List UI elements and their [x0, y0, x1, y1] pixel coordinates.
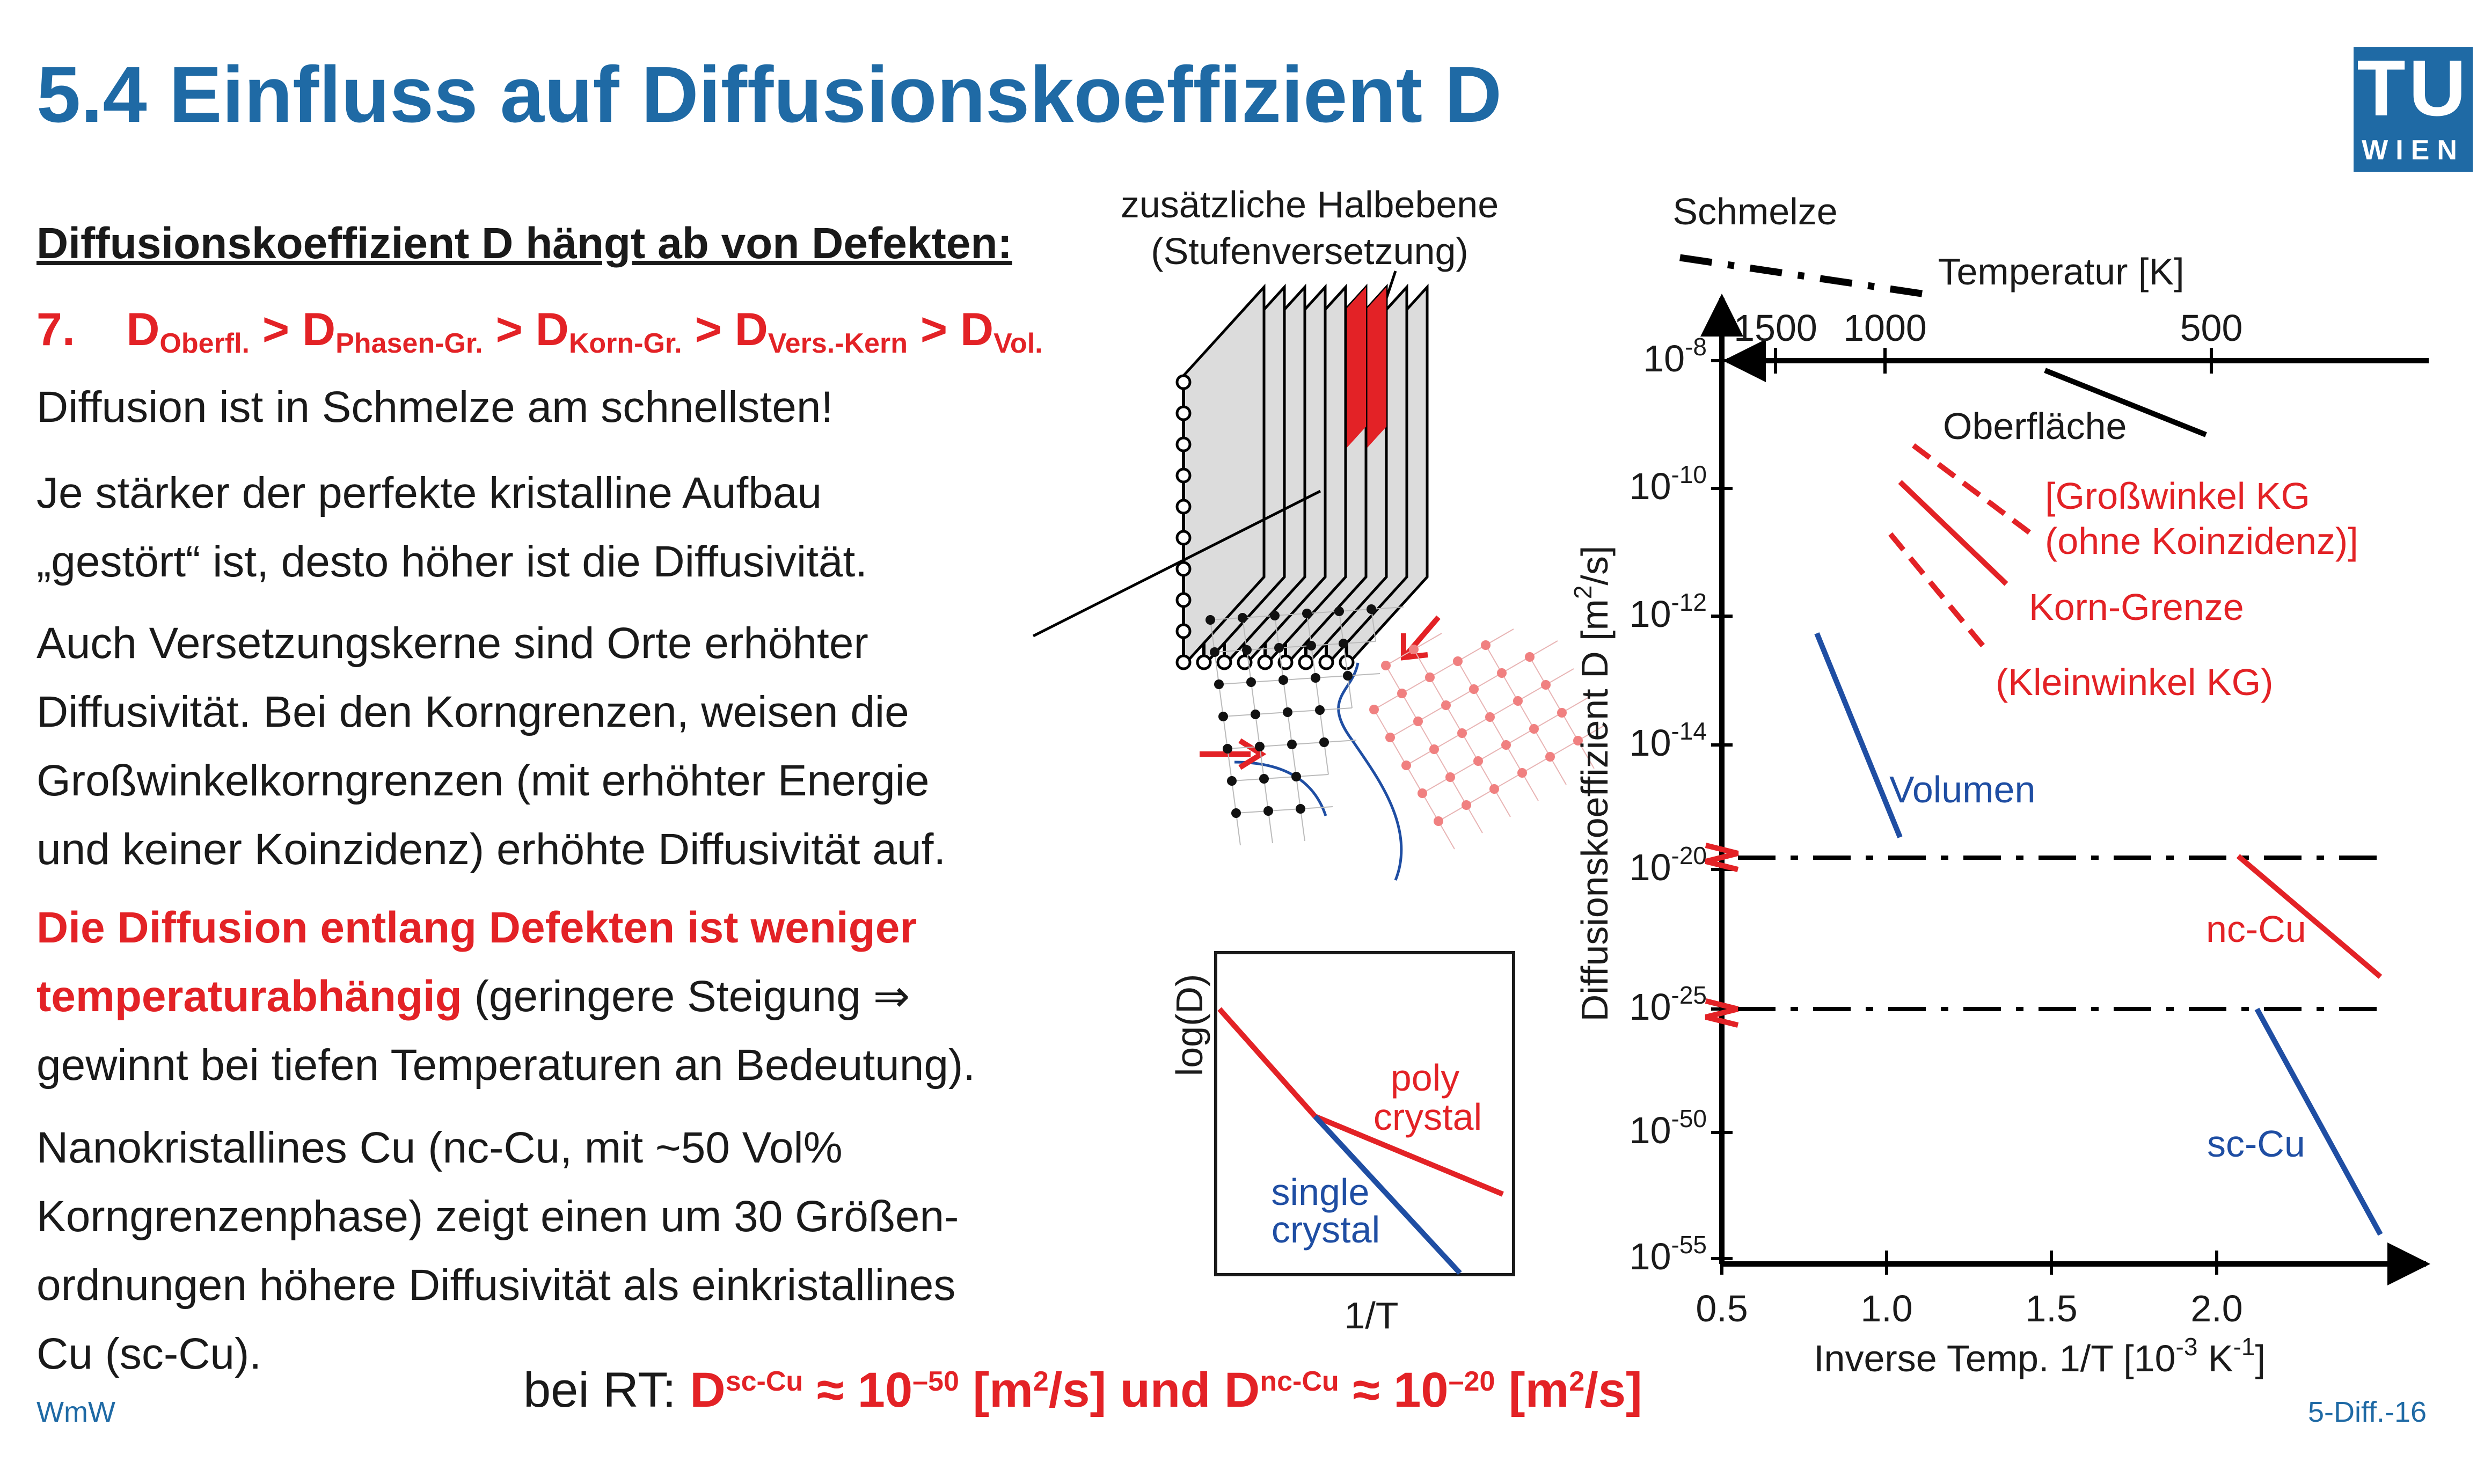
atom-grain-b: [1485, 712, 1495, 722]
lattice-bond: [1324, 742, 1328, 774]
atom-grain-b: [1445, 772, 1455, 782]
ranking-d-dislocation: $D_{Vers.-Kern}$: [734, 304, 908, 359]
x-tick-1-0: 1.0: [1860, 1288, 1913, 1329]
axis-break-2: [1706, 1001, 1738, 1025]
paragraph-nanocrystalline: Nanokristallines Cu (nc-Cu, mit ~50 Vol% Korngrenzenphase) zeigt einen um 30 Größen- ordnungen höhere Diffusivität als einkristallines Cu (sc-Cu).: [36, 1123, 959, 1378]
lattice-bond: [1288, 710, 1320, 712]
atom-grain-a: [1334, 606, 1344, 616]
atom-grain-b: [1457, 728, 1467, 738]
melt-line: [1680, 258, 1932, 295]
lattice-bond: [1283, 680, 1288, 712]
lattice-bond: [1236, 813, 1240, 845]
atom-grain-a: [1311, 673, 1320, 683]
lattice-bond: [1518, 701, 1534, 729]
crystal-planes: [1177, 287, 1427, 669]
lattice-bond: [1288, 712, 1292, 744]
atom: [1197, 656, 1210, 669]
atom-grain-b: [1525, 652, 1535, 662]
label-grain-boundary: Korn-Grenze: [2029, 586, 2244, 628]
lattice-bond: [1418, 705, 1446, 721]
lattice-bond: [1494, 773, 1522, 789]
atom-grain-a: [1238, 613, 1247, 623]
atom-grain-a: [1246, 677, 1256, 687]
lattice-bond: [1422, 793, 1438, 821]
label-volume: Volumen: [1889, 769, 2036, 810]
atom-grain-a: [1242, 645, 1252, 655]
y-tick-label: $10^{-8}$: [1643, 333, 1707, 379]
lattice-bond: [1546, 669, 1574, 685]
atom-grain-b: [1481, 640, 1491, 650]
paragraph-melt: Diffusion ist in Schmelze am schnellsten!: [36, 383, 834, 432]
lattice-bond: [1219, 682, 1251, 684]
label-surface: Oberfläche: [1943, 405, 2127, 447]
ranking-number: 7.: [36, 304, 75, 355]
lattice-bond: [1296, 774, 1328, 777]
atom-grain-b: [1409, 645, 1419, 654]
atom: [1177, 625, 1190, 638]
atom-grain-a: [1296, 804, 1305, 814]
lattice-bond: [1446, 705, 1462, 733]
atom-grain-b: [1429, 744, 1439, 754]
atom-grain-b: [1434, 816, 1443, 826]
x-tick-0-5: 0.5: [1696, 1288, 1748, 1329]
lattice-bond: [1268, 809, 1301, 811]
lattice-bond: [1518, 685, 1546, 701]
atom-grain-a: [1315, 705, 1325, 715]
atom-grain-a: [1367, 604, 1376, 614]
atom-grain-b: [1473, 756, 1483, 766]
atom: [1177, 469, 1190, 482]
footer-left: WmW: [36, 1396, 115, 1428]
lattice-bond: [1374, 710, 1390, 737]
lattice-bond: [1462, 717, 1490, 733]
lattice-bond: [1320, 708, 1352, 710]
lattice-bond: [1292, 742, 1324, 744]
atom-grain-b: [1385, 733, 1395, 742]
lattice-bond: [1438, 805, 1466, 821]
y-tick-label: $10^{-12}$: [1629, 588, 1707, 635]
y-axis-label: Diffusionskoeffizient D $[m^2/s]$: [1569, 545, 1616, 1022]
lattice-bond: [1430, 677, 1446, 705]
lattice-bond: [1434, 749, 1450, 777]
lattice-bond: [1490, 701, 1518, 717]
atom-grain-b: [1413, 717, 1423, 726]
atom-grain-b: [1425, 672, 1435, 682]
lattice-bond: [1296, 777, 1301, 809]
axis-break-1: [1706, 845, 1738, 869]
top-tick-1000: 1000: [1843, 307, 1927, 349]
lattice-bond: [1490, 717, 1506, 745]
lattice-bond: [1264, 777, 1296, 779]
lattice-bond: [1260, 744, 1292, 747]
label-high-angle-gb-2: (ohne Koinzidenz)]: [2045, 520, 2358, 562]
lattice-bond: [1251, 682, 1255, 714]
atom: [1177, 500, 1190, 513]
atom: [1299, 656, 1312, 669]
lattice-bond: [1450, 761, 1478, 777]
arrhenius-chart: [1569, 191, 2429, 1379]
lattice-bond: [1434, 733, 1462, 749]
ranking-d-surface: $D_{Oberfl.}$: [126, 304, 250, 359]
atom-grain-a: [1259, 774, 1269, 784]
atom-grain-b: [1529, 724, 1539, 734]
lattice-bond: [1458, 661, 1474, 689]
x-tick-2-0: 2.0: [2190, 1288, 2243, 1329]
atom-grain-a: [1270, 611, 1280, 620]
y-tick-label: $10^{-50}$: [1629, 1105, 1707, 1151]
lattice-bond: [1255, 714, 1260, 747]
paragraph-disorder: Je stärker der perfekte kristalline Aufbau „gestört“ ist, desto höher ist die Diffusivität.: [36, 469, 868, 586]
atom: [1177, 531, 1190, 544]
page-number: 5-Diff.-16: [2308, 1396, 2427, 1428]
atom: [1218, 656, 1231, 669]
lattice-bond: [1422, 777, 1450, 793]
lattice-bond: [1402, 677, 1430, 693]
atom: [1177, 407, 1190, 420]
atom-grain-b: [1418, 788, 1427, 798]
top-tick-500: 500: [2180, 307, 2243, 349]
poly-label-1: poly: [1390, 1057, 1460, 1099]
paragraph-temperature: Die Diffusion entlang Defekten ist weniger temperaturabhängig (geringere Steigung ⇒ gewinnt bei tiefen Temperaturen an Bedeutung).: [36, 903, 976, 1090]
lattice-bond: [1494, 789, 1510, 817]
lattice-bond: [1438, 821, 1455, 849]
paragraph-dislocations: Auch Versetzungskerne sind Orte erhöhter Diffusivität. Bei den Korngrenzen, weisen die Großwinkelkorngrenzen (mit erhöhter Energie und keiner Koinzidenz) erhöhte Diffusivität auf.: [36, 619, 946, 874]
atom: [1177, 438, 1190, 451]
x-axis-label: Inverse Temp. 1/T [$10^{-3}$ $K^{-1}$]: [1814, 1333, 2266, 1379]
y-tick-label: $10^{-55}$: [1629, 1231, 1707, 1277]
lattice-bond: [1534, 729, 1550, 757]
lattice-bond: [1223, 714, 1255, 717]
atom-grain-a: [1274, 643, 1284, 653]
y-tick-label: $10^{-14}$: [1629, 717, 1707, 764]
atom-grain-b: [1497, 668, 1507, 678]
lattice-bond: [1264, 779, 1268, 811]
label-nc-cu: nc-Cu: [2206, 908, 2306, 950]
lattice-bond: [1546, 685, 1562, 713]
lattice-bond: [1316, 678, 1320, 710]
lattice-bond: [1430, 661, 1458, 677]
atom-grain-a: [1306, 641, 1316, 650]
lattice-bond: [1418, 721, 1434, 749]
atom: [1177, 376, 1190, 389]
lattice-bond: [1268, 811, 1273, 843]
atom-grain-a: [1223, 744, 1232, 754]
atom-grain-a: [1291, 772, 1301, 781]
lattice-bond: [1301, 809, 1305, 841]
atom-grain-b: [1469, 684, 1479, 694]
atom-grain-a: [1302, 609, 1312, 618]
lattice-bond: [1466, 789, 1494, 805]
top-ticks: [1734, 307, 2242, 374]
logo-text-wien: WIEN: [2362, 135, 2465, 166]
single-label-1: single: [1271, 1171, 1370, 1213]
atom-grain-b: [1397, 689, 1407, 698]
lattice-bond: [1474, 673, 1502, 689]
atom-grain-b: [1462, 800, 1471, 810]
series-sc-cu-line: [2257, 1009, 2380, 1234]
atom-grain-a: [1343, 671, 1353, 681]
lattice-bond: [1283, 678, 1316, 680]
lattice-bond: [1219, 684, 1223, 717]
lattice-bond: [1530, 641, 1558, 657]
lattice-bond: [1530, 657, 1546, 685]
section-heading: Diffusionskoeffizient D hängt ab von Defekten:: [36, 219, 1012, 268]
atom-grain-a: [1218, 712, 1228, 721]
ranking-d-phase: $D_{Phasen-Gr.}$: [302, 304, 483, 359]
lattice-bond: [1406, 765, 1422, 793]
atom-grain-a: [1339, 639, 1348, 648]
atom-grain-a: [1255, 742, 1265, 751]
atom-grain-a: [1278, 675, 1288, 685]
lattice-bond: [1406, 749, 1434, 765]
lattice-bond: [1502, 673, 1518, 701]
lattice-bond: [1316, 676, 1348, 678]
halfplane-label-1: zusätzliche Halbebene: [1120, 184, 1499, 225]
ranking-d-volume: $D_{Vol.}$: [960, 304, 1043, 359]
x-tick-1-5: 1.5: [2025, 1288, 2078, 1329]
atom-grain-a: [1206, 615, 1215, 625]
logo-text-tu: TU: [2357, 44, 2470, 133]
lattice-bond: [1215, 652, 1219, 684]
top-axis-label: Temperatur [K]: [1938, 251, 2185, 293]
melt-label: Schmelze: [1672, 191, 1838, 232]
lattice-bond: [1446, 689, 1474, 705]
lattice-bond: [1522, 773, 1538, 801]
small-xlabel: 1/T: [1344, 1295, 1399, 1336]
label-low-angle-gb: (Kleinwinkel KG): [1996, 661, 2274, 703]
lattice-bond: [1292, 744, 1296, 777]
atom: [1177, 594, 1190, 606]
y-tick-label: $10^{-10}$: [1629, 460, 1707, 507]
atom: [1177, 562, 1190, 575]
lattice-bond: [1478, 761, 1494, 789]
atom-grain-a: [1227, 776, 1237, 786]
dislocation-lattice-sketch: [1033, 184, 1499, 669]
lattice-bond: [1374, 693, 1402, 710]
lattice-bond: [1486, 629, 1514, 645]
lattice-bond: [1534, 713, 1562, 729]
y-tick-label: $10^{-25}$: [1629, 981, 1707, 1028]
atom-grain-b: [1369, 705, 1379, 714]
lattice-bond: [1301, 807, 1333, 809]
small-logd-plot: [1168, 953, 1514, 1336]
atom-grain-a: [1210, 647, 1219, 657]
atom-grain-b: [1513, 696, 1523, 706]
lattice-bond: [1390, 737, 1406, 765]
lattice-bond: [1506, 729, 1534, 745]
lattice-bond: [1486, 645, 1502, 673]
lattice-bond: [1255, 712, 1288, 714]
lattice-bond: [1236, 811, 1268, 813]
ranking-d-grain: $D_{Korn-Gr.}$: [535, 304, 682, 359]
grain-boundary-line: [1339, 663, 1401, 880]
y-ticks: [1630, 333, 1733, 1277]
atom-grain-b: [1501, 740, 1511, 750]
atom-grain-b: [1453, 656, 1463, 666]
atom-grain-a: [1287, 740, 1297, 749]
lattice-bond: [1502, 657, 1530, 673]
lattice-bond: [1450, 777, 1466, 805]
single-label-2: crystal: [1271, 1209, 1380, 1251]
atom-grain-a: [1283, 707, 1292, 717]
atom-grain-b: [1541, 680, 1551, 690]
label-high-angle-gb-1: [Großwinkel KG: [2045, 475, 2310, 517]
label-sc-cu: sc-Cu: [2207, 1123, 2305, 1165]
atom-grain-a: [1214, 679, 1224, 689]
lattice-bond: [1390, 721, 1418, 737]
lattice-bond: [1474, 689, 1490, 717]
lattice-bond: [1223, 717, 1228, 749]
lattice-bond: [1458, 645, 1486, 661]
atom-grain-b: [1517, 768, 1527, 778]
lattice-bond: [1462, 733, 1478, 761]
atom-grain-a: [1231, 808, 1241, 818]
lattice-bond: [1466, 805, 1482, 833]
page-title: 5.4 Einfluss auf Diffusionskoeffizient D: [36, 50, 1502, 139]
lattice-bond: [1522, 757, 1550, 773]
ranking-line: 7. $D_{Oberfl.} > D_{Phasen-Gr.} > D_{Korn-Gr.} > D_{Vers.-Kern} > D_{Vol.}$: [36, 304, 1043, 359]
lattice-bond: [1402, 693, 1418, 721]
room-temperature-comparison: bei RT: $D^{sc-Cu} \approx 10^{-50}$ $[m^2/s]$ und $D^{nc-Cu} \approx 10^{-20}$ $[m^2/s]$: [523, 1363, 1642, 1417]
poly-label-2: crystal: [1373, 1096, 1482, 1138]
atom: [1259, 656, 1272, 669]
atom-grain-b: [1545, 752, 1555, 762]
atom-grain-b: [1489, 784, 1499, 794]
lattice-bond: [1232, 781, 1236, 813]
small-ylabel: log(D): [1168, 974, 1210, 1077]
atom-grain-a: [1319, 737, 1329, 747]
atom-grain-b: [1381, 661, 1391, 670]
lattice-bond: [1506, 745, 1522, 773]
atom-grain-b: [1401, 761, 1411, 770]
atom-grain-a: [1251, 710, 1260, 719]
atom: [1177, 656, 1190, 669]
halfplane-label-2: (Stufenversetzung): [1151, 230, 1469, 272]
top-tick-1500: 1500: [1734, 307, 1817, 349]
lattice-bond: [1550, 757, 1566, 785]
series-high-angle-gb-line: [1913, 445, 2032, 534]
lattice-bond: [1320, 710, 1324, 742]
lattice-bond: [1232, 779, 1264, 781]
atom-grain-a: [1263, 806, 1273, 816]
atom-grain-b: [1557, 708, 1567, 718]
lattice-bond: [1478, 745, 1506, 761]
series-volume-line: [1817, 633, 1900, 837]
atom-grain-b: [1441, 700, 1451, 710]
lattice-bond: [1251, 680, 1283, 682]
lattice-bond: [1386, 666, 1402, 693]
y-tick-label: $10^{-20}$: [1629, 842, 1707, 888]
atom: [1320, 656, 1333, 669]
